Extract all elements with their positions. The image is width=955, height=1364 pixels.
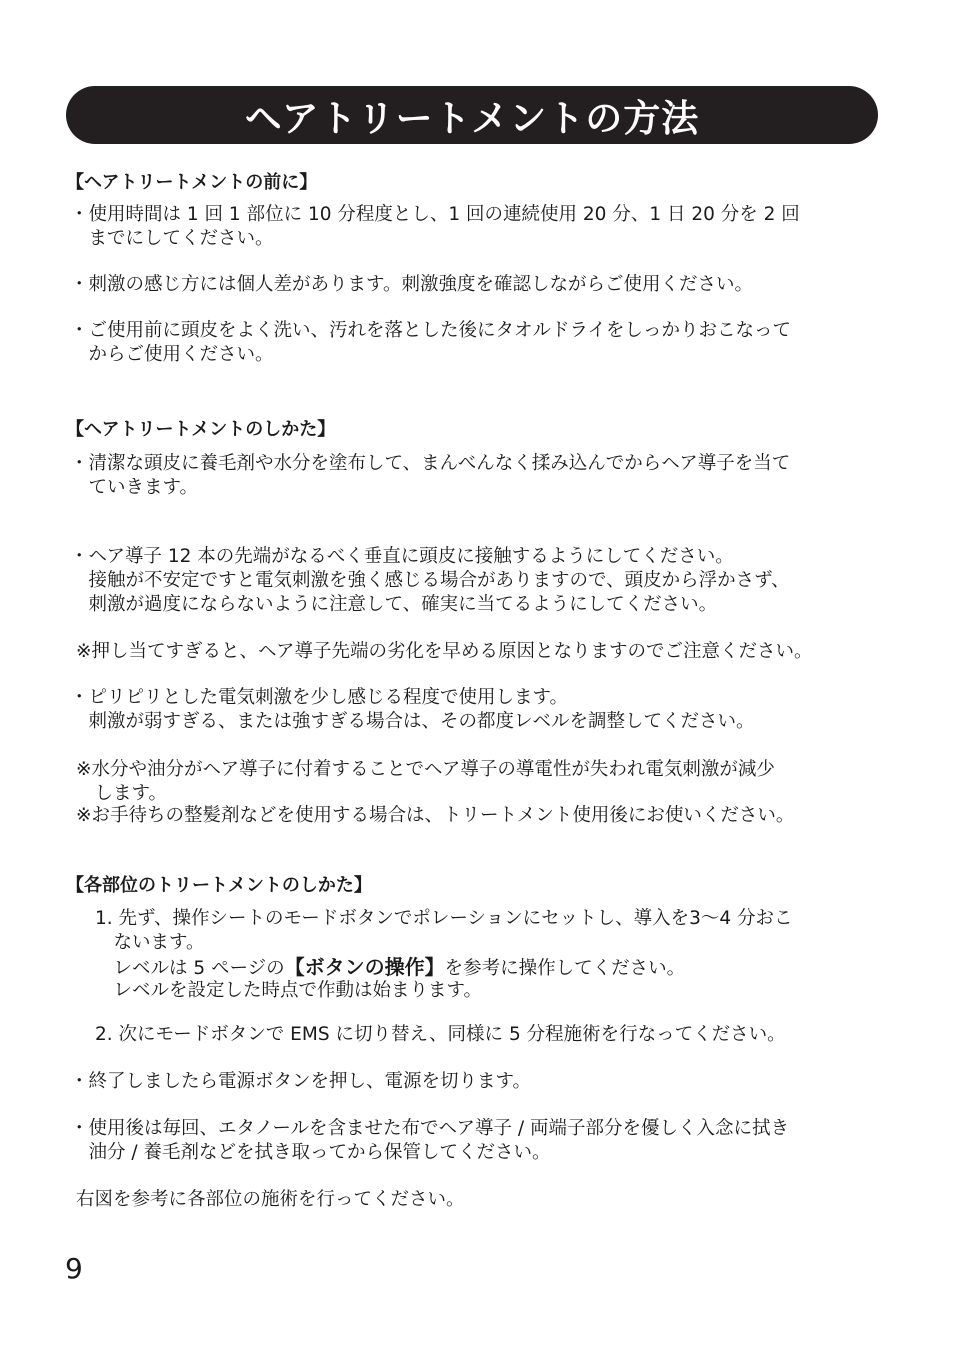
text-line: ・ピリピリとした電気刺激を少し感じる程度で使用します。 [70,687,569,708]
step-line: ないます。 [95,932,205,953]
text-line: ・清潔な頭皮に養毛剤や水分を塗布して、まんべんなく揉み込んでからヘア導子を当て [70,453,791,474]
step-line: レベルは 5 ページの【ボタンの操作】を参考に操作してください。 [95,955,686,979]
text-line: からご使用ください。 [70,344,274,365]
section-heading-parts: 【各部位のトリートメントのしかた】 [66,875,372,896]
text-line: 刺激が弱すぎる、または強すぎる場合は、その都度レベルを調整してください。 [70,711,755,732]
text-line: ていきます。 [70,477,199,498]
text-line: ・刺激の感じ方には個人差があります。刺激強度を確認しながらご使用ください。 [70,274,754,295]
text-line: 油分 / 養毛剤などを拭き取ってから保管してください。 [70,1142,551,1163]
step-line: 1. 先ず、操作シートのモードボタンでポレーションにセットし、導入を3〜4 分おこ [95,908,793,929]
section-heading-before: 【ヘアトリートメントの前に】 [66,172,318,193]
title-banner [66,86,878,144]
text-line: 接触が不安定ですと電気刺激を強く感じる場合がありますので、頭皮から浮かさず、 [70,570,790,591]
note-line: します。 [76,783,168,804]
page-number: 9 [65,1252,83,1285]
note-line: ※水分や油分がヘア導子に付着することでヘア導子の導電性が失われ電気刺激が減少 [76,759,775,780]
step-line: 2. 次にモードボタンで EMS に切り替え、同様に 5 分程施術を行なってください。 [95,1024,786,1045]
button-operation-reference: 【ボタンの操作】 [284,955,445,979]
page-title: ヘアトリートメントの方法 [244,97,700,140]
text-line: ・使用後は毎回、エタノールを含ませた布でヘア導子 / 両端子部分を優しく入念に拭き [70,1118,789,1139]
note-line: ※お手待ちの整髪剤などを使用する場合は、トリートメント使用後にお使いください。 [76,805,795,826]
text-line: ・使用時間は 1 回 1 部位に 10 分程度とし、1 回の連続使用 20 分、1 日 20 分を 2 回 [70,204,800,225]
text-line: ・ヘア導子 12 本の先端がなるべく垂直に頭皮に接触するようにしてください。 [70,546,734,567]
footer-note: 右図を参考に各部位の施術を行ってください。 [76,1189,465,1210]
section-heading-how: 【ヘアトリートメントのしかた】 [66,419,336,440]
step-line: レベルを設定した時点で作動は始まります。 [95,980,483,1001]
note-line: ※押し当てすぎると、ヘア導子先端の劣化を早める原因となりますのでご注意ください。 [76,641,813,662]
text-line: ・ご使用前に頭皮をよく洗い、汚れを落とした後にタオルドライをしっかりおこなって [70,320,791,341]
text-line: までにしてください。 [70,228,274,249]
text-line: 刺激が過度にならないように注意して、確実に当てるようにしてください。 [70,594,718,615]
text-line: ・終了しましたら電源ボタンを押し、電源を切ります。 [70,1071,532,1092]
